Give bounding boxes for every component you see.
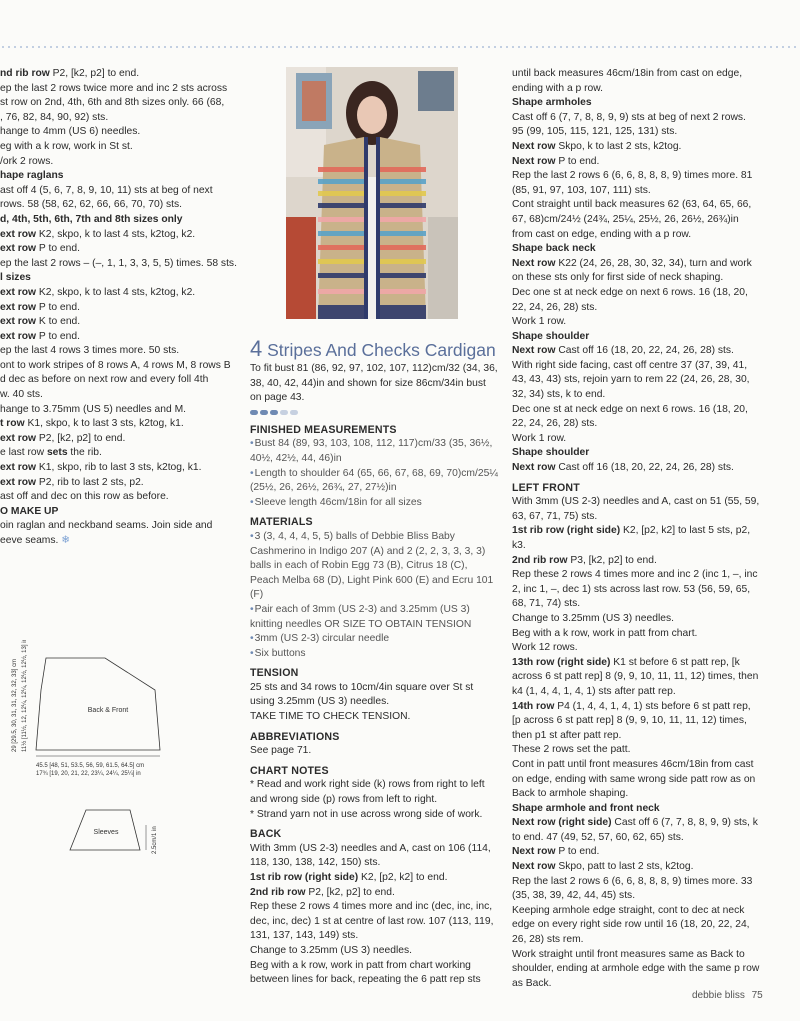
col3-paragraph: Change to 3.25mm (US 3) needles. — [512, 612, 674, 624]
col1-line: eg with a k row, work in St st. — [0, 140, 133, 152]
col1-line-bold: O MAKE UP — [0, 505, 59, 517]
col1-line-bold: ext row — [0, 316, 37, 328]
col1-line-bold: ext row — [0, 462, 37, 474]
col2-paragraph: TAKE TIME TO CHECK TENSION. — [250, 711, 411, 723]
col2-instruction-label: 2nd rib row — [250, 886, 306, 898]
col3-instruction-label: Next row — [512, 861, 556, 873]
col3-paragraph: Work 1 row. — [512, 432, 567, 444]
col3-paragraph: Rep the last 2 rows 6 (6, 6, 8, 8, 8, 9) times more. 33 (35, 38, 39, 42, 44, 45) sts. — [512, 875, 753, 902]
back-front-shape — [36, 658, 160, 750]
col1-line — [0, 271, 236, 286]
col2-bullet-list — [250, 437, 498, 510]
back-height-cm: 29 [29.5, 30, 31, 31, 32, 32, 33] cm — [12, 658, 18, 752]
back-height-in: 11½ [11½, 12, 12¼, 12¼, 12½, 12½, 13] in — [22, 640, 28, 752]
col3-paragraph: Rep the last 2 rows 6 (6, 6, 8, 8, 8, 9) times more. 81 (85, 91, 97, 103, 107, 111) sts. — [512, 170, 753, 196]
right-column — [512, 67, 760, 991]
col2-bullet-item: • Sleeve length 46cm/18in for all sizes — [250, 496, 498, 511]
col1-line-bold: sets — [46, 447, 68, 459]
snowflake-icon: ❄ — [61, 535, 70, 546]
col3-paragraph: With 3mm (US 2-3) needles and A, cast on 51 (55, 59, 63, 67, 71, 75) sts. — [512, 496, 760, 522]
col2-heading: MATERIALS — [250, 516, 313, 529]
col1-line-bold: ext row — [0, 432, 37, 444]
col1-line — [0, 213, 236, 228]
col1-line: rows. 58 (58, 62, 62, 66, 66, 70, 70) sts. — [0, 199, 183, 211]
col3-paragraph: Keeping armhole edge straight, cont to dec at neck edge on every right side row until 16 (18, 20, 22, 24, 26, 28) sts rem. — [512, 904, 750, 946]
col3-instruction-label: 13th row (right side) — [512, 656, 611, 668]
back-width-in: 17¾ [19, 20, 21, 22, 23¼, 24¼, 25¼] in — [36, 771, 141, 777]
col1-line-bold: hape raglans — [0, 170, 64, 182]
col1-line-bold: ext row — [0, 286, 37, 298]
col2-heading: TENSION — [250, 667, 299, 680]
col2-heading: FINISHED MEASUREMENTS — [250, 423, 397, 436]
col2-instruction: 2nd rib row P2, [k2, p2] to end. — [250, 886, 395, 898]
skill-pip — [260, 410, 268, 415]
col1-line: d dec as before on next row and every foll 4th — [0, 374, 209, 386]
col3-paragraph: Work 12 rows. — [512, 642, 578, 654]
col2-bullet-item: • Pair each of 3mm (US 2-3) and 3.25mm (US 3) knitting needles OR SIZE TO OBTAIN TENSION — [250, 603, 498, 632]
col1-line: ext row K to end. — [0, 316, 81, 328]
skill-pip — [290, 410, 298, 415]
col2-paragraph: See page 71. — [250, 745, 312, 757]
col3-paragraph: Beg with a k row, work in patt from chart. — [512, 627, 698, 639]
col2-bullet-item: • Six buttons — [250, 647, 498, 662]
col3-subheading: Shape shoulder — [512, 447, 590, 459]
col3-instruction-label: Next row — [512, 155, 556, 167]
page-number: 75 — [751, 990, 763, 1001]
pattern-title — [250, 336, 500, 362]
sleeve-label: Sleeves — [93, 829, 119, 836]
col1-line: ep the last 4 rows 3 times more. 50 sts. — [0, 345, 180, 357]
col1-line: ont to work stripes of 8 rows A, 4 rows M, 8 rows B — [0, 359, 231, 371]
col3-instruction: Next row Cast off 16 (18, 20, 22, 24, 26, 28) sts. — [512, 345, 734, 357]
pattern-name: Stripes And Checks Cardigan — [267, 340, 496, 360]
col3-heading: LEFT FRONT — [512, 481, 580, 494]
schematic-diagram — [0, 640, 240, 880]
col1-line-bold: ext row — [0, 330, 37, 342]
col2-bullet-item: • 3 (3, 4, 4, 4, 5, 5) balls of Debbie Bliss Baby Cashmerino in Indigo 207 (A) and 2 (2, 2, 3, 3, 3, 3) balls in each of Robin Egg 73 (B), Citrus 18 (C), Peach Melba 68 (D), Light Pink 600 (E) and Ecru 101 (F) — [250, 530, 498, 603]
col1-line: t row K1, skpo, k to last 3 sts, k2tog, k1. — [0, 418, 184, 430]
col1-line: oin raglan and neckband seams. Join side and — [0, 520, 213, 532]
col3-subheading: Shape back neck — [512, 243, 596, 255]
col1-line: ep the last 2 rows – (–, 1, 1, 3, 3, 5, 5) times. 58 sts. — [0, 257, 237, 269]
col3-instruction: Next row Skpo, patt to last 2 sts, k2tog. — [512, 861, 694, 873]
col3-paragraph: Cont straight until back measures 62 (63, 64, 65, 66, 67, 68)cm/24½ (24¾, 25¼, 25½, 26, 26½, 26¾)in from cast on edge, ending with a p row. — [512, 199, 752, 240]
col1-line: ext row P to end. — [0, 330, 80, 342]
col2-paragraph: Beg with a k row, work in patt from chart working between lines for back, repeating the 6 patt rep sts — [250, 959, 481, 986]
col3-instruction-label: Next row — [512, 345, 556, 357]
col3-instruction-label: Next row — [512, 846, 556, 858]
col1-line: nd rib row P2, [k2, p2] to end. — [0, 68, 140, 79]
col3-paragraph: With right side facing, cast off centre 37 (37, 39, 41, 43, 43, 43) sts, rejoin yarn to rem 22 (24, 26, 28, 30, 32, 34) sts, k to end. — [512, 359, 750, 401]
col1-line: hange to 3.75mm (US 5) needles and M. — [0, 403, 187, 415]
col3-subheading: Shape armholes — [512, 97, 592, 109]
col3-instruction: 14th row P4 (1, 4, 4, 1, 4, 1) sts before 6 st patt rep, [p across 6 st patt rep] 8 (9, 9, 10, 11, 11, 12) times, then p1 st after patt rep. — [512, 700, 751, 741]
col3-instruction: 13th row (right side) K1 st before 6 st patt rep, [k across 6 st patt rep] 8 (9, 9, 10, 11, 11, 12) times, then k4 (1, 4, 4, 1, 4, 1) sts after patt rep. — [512, 656, 759, 697]
col1-line: , 76, 82, 84, 90, 92) sts. — [0, 111, 109, 123]
col1-line: /ork 2 rows. — [0, 155, 54, 167]
col3-instruction-label: Next row — [512, 257, 556, 269]
col1-line: ext row P2, [k2, p2] to end. — [0, 432, 126, 444]
col2-bullet-list — [250, 530, 498, 661]
skill-pip — [280, 410, 288, 415]
col1-line: ext row P to end. — [0, 243, 80, 255]
col3-paragraph: Work straight until front measures same as Back to shoulder, ending at armhole edge with the same p row as Back. — [512, 948, 760, 989]
back-front-label: Back & Front — [87, 707, 129, 714]
col3-instruction-label: 14th row — [512, 700, 555, 712]
left-column — [0, 67, 236, 549]
col1-line-bold: ext row — [0, 476, 37, 488]
skill-level-indicator — [250, 410, 498, 415]
skill-pip — [270, 410, 278, 415]
skill-pip — [250, 410, 258, 415]
col3-paragraph: until back measures 46cm/18in from cast on edge, ending with a p row. — [512, 68, 743, 94]
col1-line: ext row K1, skpo, rib to last 3 sts, k2tog, k1. — [0, 462, 202, 474]
footer-brand: debbie bliss — [692, 990, 745, 1001]
col2-paragraph: Rep these 2 rows 4 times more and inc (dec, inc, inc, dec, inc, dec) 1 st at centre of last row. 107 (113, 119, 131, 137, 143, 149) sts. — [250, 901, 494, 942]
pattern-number: 4 — [250, 336, 263, 361]
col1-line-bold: ext row — [0, 243, 37, 255]
dotted-rule — [0, 46, 800, 48]
col3-instruction: 2nd rib row P3, [k2, p2] to end. — [512, 554, 657, 566]
col1-line-bold: t row — [0, 418, 25, 430]
col3-instruction-label: 1st rib row (right side) — [512, 525, 621, 537]
col2-instruction: 1st rib row (right side) K2, [p2, k2] to end. — [250, 872, 448, 883]
col2-bullet-item: • Length to shoulder 64 (65, 66, 67, 68, 69, 70)cm/25¼ (25½, 26, 26½, 26¾, 27, 27½)in — [250, 467, 498, 496]
col1-line: eeve seams. ❄ — [0, 535, 70, 546]
pattern-intro: To fit bust 81 (86, 92, 97, 102, 107, 112)cm/32 (34, 36, 38, 40, 42, 44)in and shown for size 86cm/34in bust on page 43. — [250, 363, 498, 404]
col1-line: hange to 4mm (US 6) needles. — [0, 126, 141, 138]
col3-instruction: Next row Skpo, k to last 2 sts, k2tog. — [512, 140, 682, 152]
col2-paragraph: * Strand yarn not in use across wrong side of work. — [250, 808, 483, 820]
col1-line: ep the last 2 rows twice more and inc 2 sts across — [0, 82, 228, 94]
back-width-cm: 45.5 [48, 51, 53.5, 56, 59, 61.5, 64.5] cm — [36, 763, 145, 769]
col3-paragraph: Cast off 6 (7, 7, 8, 8, 9, 9) sts at beg of next 2 rows. 95 (99, 105, 115, 121, 125, 131) sts. — [512, 111, 746, 138]
col2-bullet-item: • Bust 84 (89, 93, 103, 108, 112, 117)cm/33 (35, 36½, 40½, 42½, 44, 46)in — [250, 437, 498, 466]
col2-paragraph: 25 sts and 34 rows to 10cm/4in square over St st using 3.25mm (US 3) needles. — [250, 681, 474, 708]
col2-heading: CHART NOTES — [250, 764, 329, 777]
col2-instruction-label: 1st rib row (right side) — [250, 872, 359, 883]
col1-line-bold: l sizes — [0, 272, 31, 284]
col3-paragraph: Cont in patt until front measures 46cm/18in from cast on edge, ending with same wrong side patt row as on Back to armhole shaping. — [512, 758, 756, 800]
col3-paragraph: Work 1 row. — [512, 316, 567, 328]
col1-line: st row on 2nd, 4th, 6th and 8th sizes only. 66 (68, — [0, 97, 225, 109]
col3-instruction: 1st rib row (right side) K2, [p2, k2] to last 5 sts, p2, k3. — [512, 525, 751, 551]
col1-line-bold: ext row — [0, 228, 37, 240]
col3-instruction-label: Next row — [512, 462, 556, 474]
col3-instruction: Next row P to end. — [512, 155, 600, 167]
col1-line: ext row P2, rib to last 2 sts, p2. — [0, 476, 144, 488]
col2-bullet-item: • 3mm (US 2-3) circular needle — [250, 632, 498, 647]
col3-instruction: Next row P to end. — [512, 846, 600, 858]
col3-subheading: Shape armhole and front neck — [512, 802, 660, 814]
col1-line-bold: nd rib row — [0, 68, 50, 79]
col1-line: ext row K2, skpo, k to last 4 sts, k2tog, k2. — [0, 228, 196, 240]
col3-instruction: Next row Cast off 16 (18, 20, 22, 24, 26, 28) sts. — [512, 462, 734, 474]
col3-instruction: Next row (right side) Cast off 6 (7, 7, 8, 8, 9, 9) sts, k to end. 47 (49, 52, 57, 60, 62, 65) sts. — [512, 817, 758, 843]
col1-line: e last row sets the rib. — [0, 447, 102, 459]
page-footer — [692, 990, 763, 1001]
col1-line — [0, 505, 236, 520]
col2-heading: BACK — [250, 828, 282, 841]
col3-instruction-label: Next row — [512, 140, 556, 152]
col3-subheading: Shape shoulder — [512, 330, 590, 342]
col1-line: w. 40 sts. — [0, 389, 43, 401]
col3-instruction: Next row K22 (24, 26, 28, 30, 32, 34), turn and work on these sts only for first side of neck shaping. — [512, 257, 752, 284]
col1-line: ast off and dec on this row as before. — [0, 491, 169, 503]
col1-line: ast off 4 (5, 6, 7, 8, 9, 10, 11) sts at beg of next — [0, 184, 213, 196]
col3-instruction-label: 2nd rib row — [512, 554, 568, 566]
col1-line: ext row K2, skpo, k to last 4 sts, k2tog, k2. — [0, 286, 196, 298]
sleeve-height: 2.5cm/1 in — [152, 826, 158, 854]
col2-paragraph: * Read and work right side (k) rows from right to left and wrong side (p) rows from left to right. — [250, 779, 485, 806]
col1-line: ext row P to end. — [0, 301, 80, 313]
middle-column — [250, 362, 498, 988]
col3-instruction-label: Next row (right side) — [512, 817, 612, 829]
col2-paragraph: With 3mm (US 2-3) needles and A, cast on 106 (114, 118, 130, 138, 142, 150) sts. — [250, 842, 491, 869]
col2-heading: ABBREVIATIONS — [250, 730, 340, 743]
col2-paragraph: Change to 3.25mm (US 3) needles. — [250, 944, 412, 956]
model-photo — [286, 67, 458, 319]
col1-line-bold: d, 4th, 5th, 6th, 7th and 8th sizes only — [0, 213, 183, 225]
col3-paragraph: Dec one st at neck edge on next 6 rows. 16 (18, 20, 22, 24, 26, 28) sts. — [512, 286, 748, 313]
col3-paragraph: Rep these 2 rows 4 times more and inc 2 (inc 1, –, inc 2, inc 1, –, dec 1) sts across last row. 53 (56, 59, 65, 68, 71, 74) sts. — [512, 569, 758, 610]
col1-line-bold: ext row — [0, 301, 37, 313]
col1-line — [0, 169, 236, 184]
col3-paragraph: Dec one st at neck edge on next 6 rows. 16 (18, 20, 22, 24, 26, 28) sts. — [512, 403, 748, 430]
col3-paragraph: These 2 rows set the patt. — [512, 744, 631, 756]
